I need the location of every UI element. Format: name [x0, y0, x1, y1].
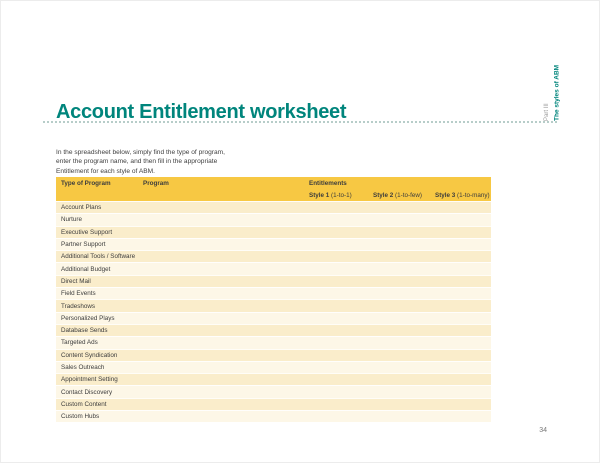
table-row	[56, 361, 491, 373]
row-label: Personalized Plays	[61, 314, 115, 322]
row-label: Custom Hubs	[61, 413, 100, 421]
col-header-style-1	[304, 192, 368, 199]
row-label: Content Syndication	[61, 351, 118, 359]
col-header-style-2	[368, 192, 430, 199]
row-label: Additional Tools / Software	[61, 253, 136, 261]
row-label: Sales Outreach	[61, 364, 105, 371]
table-row	[56, 226, 491, 238]
row-label: Custom Content	[61, 400, 107, 408]
row-label: Tradeshows	[61, 302, 96, 310]
style-3-label: Style 3	[435, 191, 456, 199]
table-header	[56, 177, 491, 201]
col-header-entitlements: Entitlements	[309, 179, 347, 187]
style-3-suffix: (1-to-many)	[455, 191, 490, 199]
dotted-divider	[43, 121, 557, 123]
table-header-row-1	[56, 177, 491, 189]
style-2-suffix: (1-to-few)	[393, 191, 423, 199]
table-row	[56, 324, 491, 336]
style-1-label: Style 1	[309, 191, 330, 199]
table-row	[56, 201, 491, 213]
row-label: Executive Support	[61, 228, 113, 236]
table-row	[56, 287, 491, 299]
table-row	[56, 262, 491, 274]
row-label: Targeted Ads	[61, 339, 98, 347]
style-1-suffix: (1-to-1)	[329, 191, 352, 199]
row-label: Direct Mail	[61, 277, 91, 285]
intro-text: In the spreadsheet below, simply find the type of program, enter the program name, and then fill in the appropriate Entitlement for each style of ABM.	[56, 148, 225, 175]
table-row	[56, 312, 491, 324]
row-label: Account Plans	[61, 204, 102, 212]
side-section-label	[543, 49, 563, 121]
col-header-type-of-program: Type of Program	[61, 179, 111, 187]
col-header-program: Program	[143, 179, 169, 187]
table-row	[56, 299, 491, 311]
row-label: Additional Budget	[61, 265, 111, 273]
table-row	[56, 275, 491, 287]
style-2-label: Style 2	[373, 191, 394, 199]
col-header-style-3	[430, 192, 491, 199]
row-label: Database Sends	[61, 327, 108, 335]
row-label: Partner Support	[61, 241, 106, 249]
entitlement-table	[56, 177, 491, 422]
table-row	[56, 410, 491, 422]
table-body	[56, 201, 491, 422]
page-number: 34	[539, 427, 547, 434]
row-label: Nurture	[61, 216, 82, 224]
table-row	[56, 385, 491, 397]
table-row	[56, 213, 491, 225]
row-label: Appointment Setting	[61, 376, 118, 384]
table-row	[56, 336, 491, 348]
side-part-label: Part III	[544, 103, 551, 121]
table-row	[56, 373, 491, 385]
table-row	[56, 398, 491, 410]
table-row	[56, 238, 491, 250]
table-row	[56, 250, 491, 262]
table-header-row-2	[56, 189, 491, 201]
table-row	[56, 349, 491, 361]
row-label: Field Events	[61, 290, 96, 298]
page-title: Account Entitlement worksheet	[56, 101, 347, 124]
row-label: Contact Discovery	[61, 388, 113, 396]
side-booklet-title: The styles of ABM	[553, 64, 561, 121]
